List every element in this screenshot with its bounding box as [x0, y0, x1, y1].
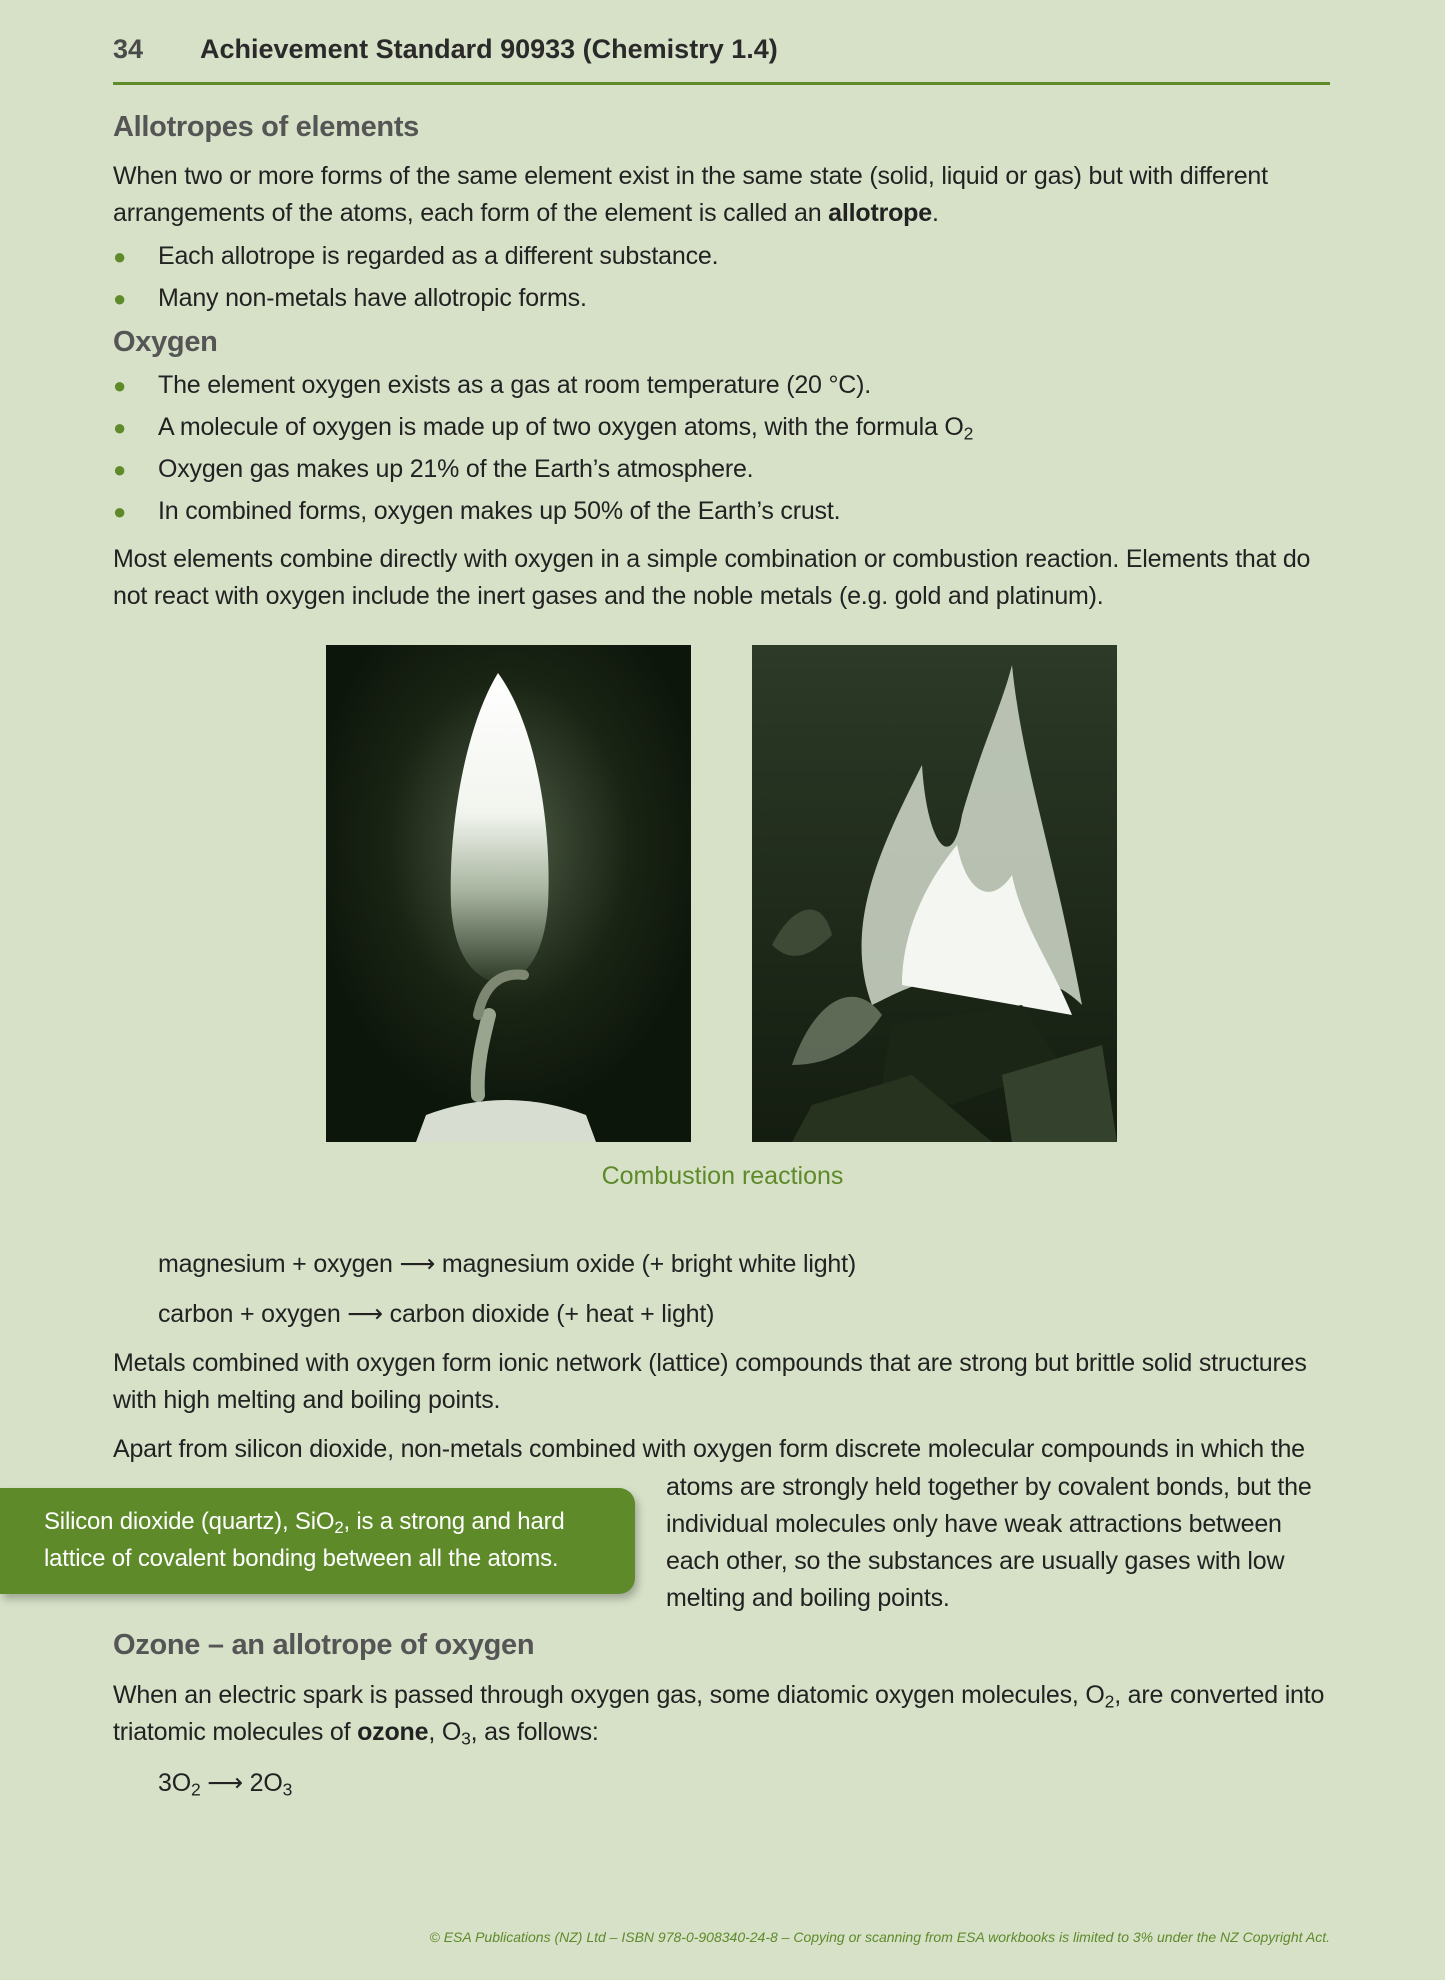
ozone-text-1: When an electric spark is passed through oxygen gas, some diatomic oxygen molecules, O: [113, 1681, 1105, 1709]
page-number: 34: [113, 34, 144, 64]
nonmetals-paragraph-rest: atoms are strongly held together by covalent bonds, but the individual molecules only have weak attractions between each other, so the substances are usually gases with low melting and boiling points.: [666, 1473, 1312, 1612]
ozone-paragraph: [113, 1677, 1343, 1751]
list-item: [113, 409, 974, 446]
eq-reactant: 3O: [158, 1769, 191, 1797]
callout-text-part2: , is a strong and hard lattice of covalent bonding between all the atoms.: [44, 1508, 565, 1572]
list-item: [113, 238, 719, 275]
metals-paragraph: Metals combined with oxygen form ionic network (lattice) compounds that are strong but brittle solid structures with high melting and boiling points.: [113, 1349, 1307, 1414]
nonmetals-paragraph-line1: Apart from silicon dioxide, non-metals combined with oxygen form discrete molecular compounds in which the: [113, 1435, 1305, 1463]
fire-photo: [752, 645, 1117, 1142]
subscript: 2: [1104, 1691, 1115, 1712]
copyright-footer: © ESA Publications (NZ) Ltd – ISBN 978-0-908340-24-8 – Copying or scanning from ESA workbooks is limited to 3% under the NZ Copyright Act.: [429, 1929, 1330, 1945]
callout-text-part1: Silicon dioxide (quartz), SiO: [44, 1508, 335, 1535]
ozone-term: ozone: [357, 1718, 429, 1746]
bullet-text: The element oxygen exists as a gas at room temperature (20 °C).: [158, 371, 872, 399]
bullet-icon: ●: [113, 373, 127, 398]
bullet-icon: ●: [113, 415, 127, 440]
candle-flame-photo: [326, 645, 691, 1142]
allotropes-intro-end: .: [931, 199, 939, 227]
running-header-title: Achievement Standard 90933 (Chemistry 1.4): [200, 34, 778, 64]
bullet-text: In combined forms, oxygen makes up 50% of the Earth’s crust.: [158, 497, 841, 525]
allotropes-intro: [113, 158, 1333, 232]
section-heading-allotropes: Allotropes of elements: [113, 111, 420, 143]
list-item: [113, 280, 587, 317]
ozone-text-4: , as follows:: [470, 1718, 599, 1746]
bullet-icon: ●: [113, 499, 127, 524]
list-item: [113, 451, 754, 488]
list-item: [113, 367, 872, 404]
header-divider: [113, 82, 1330, 85]
eq-arrow: ⟶: [200, 1769, 250, 1797]
subscript: 2: [963, 423, 974, 444]
eq-product: 2O: [249, 1769, 283, 1797]
figure-caption: Combustion reactions: [601, 1162, 844, 1190]
subscript: 2: [190, 1779, 201, 1800]
allotropes-intro-text: When two or more forms of the same element exist in the same state (solid, liquid or gas) but with different arrangements of the atoms, each form of the element is called an: [113, 162, 1268, 227]
subscript: 2: [334, 1518, 344, 1538]
allotrope-term: allotrope: [828, 199, 932, 227]
ozone-text-2: , are converted into triatomic molecules of: [113, 1681, 1325, 1746]
section-heading-ozone: Ozone – an allotrope of oxygen: [113, 1629, 535, 1661]
list-item: [113, 493, 841, 530]
subscript: 3: [461, 1728, 471, 1749]
equation-magnesium: magnesium + oxygen ⟶ magnesium oxide (+ bright white light): [158, 1250, 856, 1278]
subscript: 3: [282, 1779, 293, 1800]
bullet-icon: ●: [113, 244, 127, 269]
section-heading-oxygen: Oxygen: [113, 326, 218, 358]
oxygen-paragraph: Most elements combine directly with oxygen in a simple combination or combustion reaction. Elements that do not react with oxygen include the inert gases and the noble metals (e.g. gold and platinum).: [113, 545, 1311, 610]
bullet-icon: ●: [113, 457, 127, 482]
bullet-text: A molecule of oxygen is made up of two oxygen atoms, with the formula O: [158, 413, 964, 441]
bullet-text: Many non-metals have allotropic forms.: [158, 284, 587, 312]
callout-text: [44, 1503, 624, 1577]
equation-carbon: carbon + oxygen ⟶ carbon dioxide (+ heat + light): [158, 1300, 715, 1328]
ozone-text-3: , O: [428, 1718, 462, 1746]
ozone-equation: [158, 1765, 292, 1802]
silicon-dioxide-callout: [0, 1488, 635, 1594]
bullet-text: Oxygen gas makes up 21% of the Earth’s atmosphere.: [158, 455, 754, 483]
bullet-text: Each allotrope is regarded as a different substance.: [158, 242, 719, 270]
bullet-icon: ●: [113, 286, 127, 311]
